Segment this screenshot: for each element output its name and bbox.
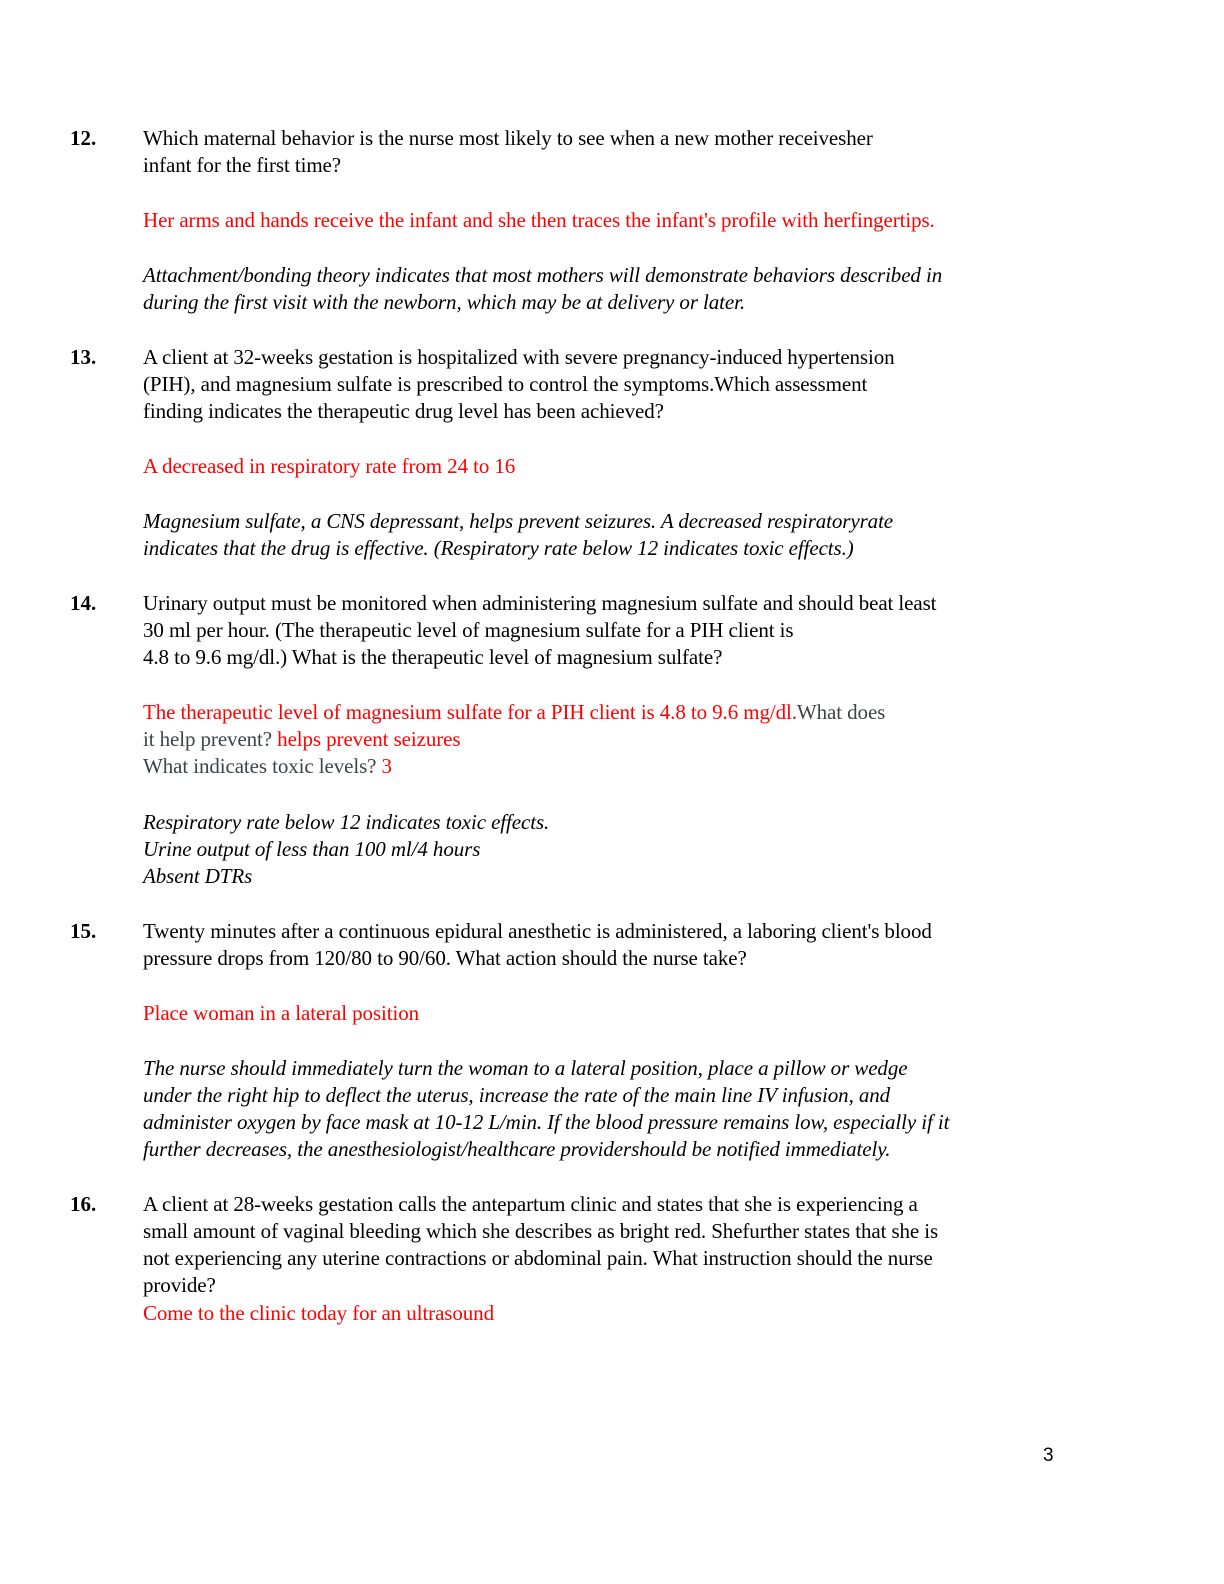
rationale-text: further decreases, the anesthesiologist/healthcare providershould be notified immediately. [143, 1137, 891, 1161]
question-number: 13. [70, 345, 97, 369]
question-text: provide? [143, 1273, 216, 1297]
question-text: Urinary output must be monitored when administering magnesium sulfate and should beat least [143, 591, 937, 615]
answer-text: helps prevent seizures [277, 727, 461, 751]
question-number: 16. [70, 1192, 97, 1216]
answer-line [143, 753, 392, 781]
question-text: 30 ml per hour. (The therapeutic level of magnesium sulfate for a PIH client is [143, 618, 794, 642]
rationale-text: Urine output of less than 100 ml/4 hours [143, 837, 481, 861]
answer-line [143, 726, 460, 754]
rationale-text: Respiratory rate below 12 indicates toxic effects. [143, 810, 550, 834]
rationale-text: Attachment/bonding theory indicates that most mothers will demonstrate behaviors described in [143, 263, 943, 287]
question-text: finding indicates the therapeutic drug level has been achieved? [143, 399, 664, 423]
question-text: 4.8 to 9.6 mg/dl.) What is the therapeutic level of magnesium sulfate? [143, 645, 723, 669]
rationale-text: Magnesium sulfate, a CNS depressant, helps prevent seizures. A decreased respiratoryrate [143, 509, 894, 533]
answer-text: The therapeutic level of magnesium sulfate for a PIH client is 4.8 to 9.6 mg/dl. [143, 700, 797, 724]
prompt-text: What indicates toxic levels? [143, 754, 382, 778]
answer-text: Come to the clinic today for an ultrasound [143, 1301, 494, 1325]
question-text: Which maternal behavior is the nurse most likely to see when a new mother receivesher [143, 126, 873, 150]
question-text: pressure drops from 120/80 to 90/60. What action should the nurse take? [143, 946, 747, 970]
rationale-text: during the first visit with the newborn, which may be at delivery or later. [143, 290, 746, 314]
rationale-text: administer oxygen by face mask at 10-12 L/min. If the blood pressure remains low, especially if it [143, 1110, 950, 1134]
question-text: (PIH), and magnesium sulfate is prescribed to control the symptoms.Which assessment [143, 372, 868, 396]
page-number: 3 [1043, 1445, 1054, 1466]
question-text: Twenty minutes after a continuous epidural anesthetic is administered, a laboring client's blood [143, 919, 932, 943]
prompt-text: What does [796, 700, 886, 724]
question-number: 15. [70, 919, 97, 943]
answer-text: Her arms and hands receive the infant and she then traces the infant's profile with herfingertips. [143, 208, 935, 232]
rationale-text: indicates that the drug is effective. (Respiratory rate below 12 indicates toxic effects.) [143, 536, 854, 560]
rationale-text: Absent DTRs [143, 864, 253, 888]
answer-text: 3 [381, 754, 392, 778]
question-text: A client at 32-weeks gestation is hospitalized with severe pregnancy-induced hypertension [143, 345, 895, 369]
rationale-text: under the right hip to deflect the uterus, increase the rate of the main line IV infusion, and [143, 1083, 891, 1107]
answer-line [143, 699, 885, 727]
question-text: infant for the first time? [143, 153, 341, 177]
answer-text: A decreased in respiratory rate from 24 to 16 [143, 454, 516, 478]
question-number: 12. [70, 126, 97, 150]
prompt-text: it help prevent? [143, 727, 278, 751]
answer-text: Place woman in a lateral position [143, 1001, 420, 1025]
question-text: A client at 28-weeks gestation calls the antepartum clinic and states that she is experiencing a [143, 1192, 918, 1216]
question-text: small amount of vaginal bleeding which she describes as bright red. Shefurther states that she is [143, 1219, 939, 1243]
question-text: not experiencing any uterine contractions or abdominal pain. What instruction should the nurse [143, 1246, 933, 1270]
question-number: 14. [70, 591, 97, 615]
rationale-text: The nurse should immediately turn the woman to a lateral position, place a pillow or wedge [143, 1056, 908, 1080]
